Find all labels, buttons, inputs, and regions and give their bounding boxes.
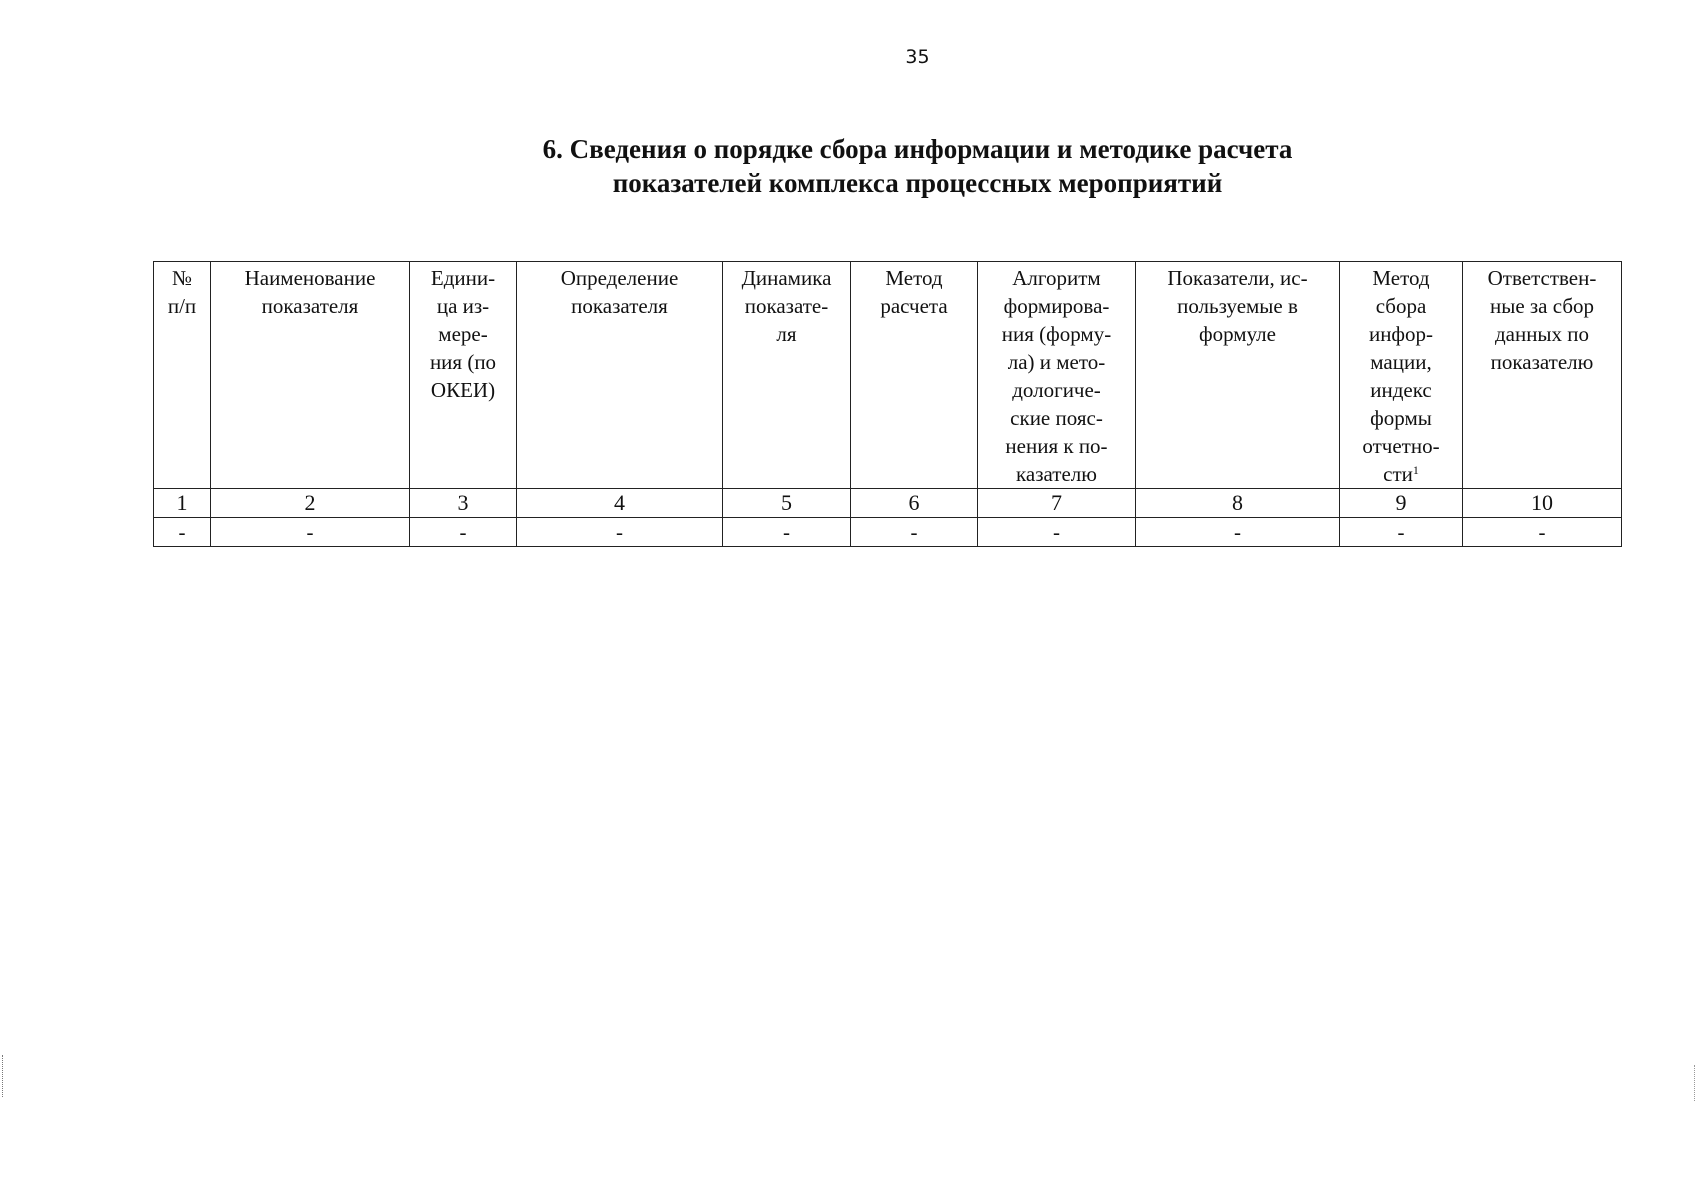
column-number: 5 [723, 489, 851, 518]
scan-edge-marks-left [2, 1055, 9, 1097]
header-cell-collection-method [1340, 262, 1463, 489]
header-cell-dynamics: Динамика показате- ля [723, 262, 851, 489]
header-cell-definition: Определение показателя [517, 262, 723, 489]
table-row [154, 518, 1622, 547]
column-number-row [154, 489, 1622, 518]
section-title [0, 132, 1697, 200]
table-cell: - [517, 518, 723, 547]
column-number: 7 [978, 489, 1136, 518]
header-cell-number: № п/п [154, 262, 211, 489]
table-cell: - [851, 518, 978, 547]
indicators-table [153, 261, 1622, 547]
table-cell: - [1136, 518, 1340, 547]
title-line-2: показателей комплекса процессных мероприятий [612, 168, 1223, 198]
table-cell: - [978, 518, 1136, 547]
collection-method-text: Метод сбора инфор- мации, индекс формы отчетно- сти [1362, 266, 1440, 486]
header-cell-unit: Едини- ца из- мере- ния (по ОКЕИ) [410, 262, 517, 489]
column-number: 3 [410, 489, 517, 518]
column-number: 9 [1340, 489, 1463, 518]
column-number: 10 [1463, 489, 1622, 518]
header-cell-name: Наименование показателя [211, 262, 410, 489]
table-cell: - [410, 518, 517, 547]
column-number: 8 [1136, 489, 1340, 518]
header-cell-responsible: Ответствен- ные за сбор данных по показателю [1463, 262, 1622, 489]
column-number: 1 [154, 489, 211, 518]
table-cell: - [154, 518, 211, 547]
table-cell: - [1463, 518, 1622, 547]
header-row [154, 262, 1622, 489]
header-cell-calc-method: Метод расчета [851, 262, 978, 489]
column-number: 6 [851, 489, 978, 518]
column-number: 2 [211, 489, 410, 518]
table-cell: - [211, 518, 410, 547]
footnote-marker: 1 [1412, 463, 1419, 477]
title-line-1: 6. Сведения о порядке сбора информации и методике расчета [542, 134, 1293, 164]
page-number: 35 [905, 46, 930, 68]
scan-edge-marks-right [1688, 1065, 1695, 1101]
header-cell-formula-indicators: Показатели, ис- пользуемые в формуле [1136, 262, 1340, 489]
table-cell: - [1340, 518, 1463, 547]
table-cell: - [723, 518, 851, 547]
column-number: 4 [517, 489, 723, 518]
header-cell-algorithm: Алгоритм формирова- ния (форму- ла) и мето- дологиче- ские пояс- нения к по- казателю [978, 262, 1136, 489]
